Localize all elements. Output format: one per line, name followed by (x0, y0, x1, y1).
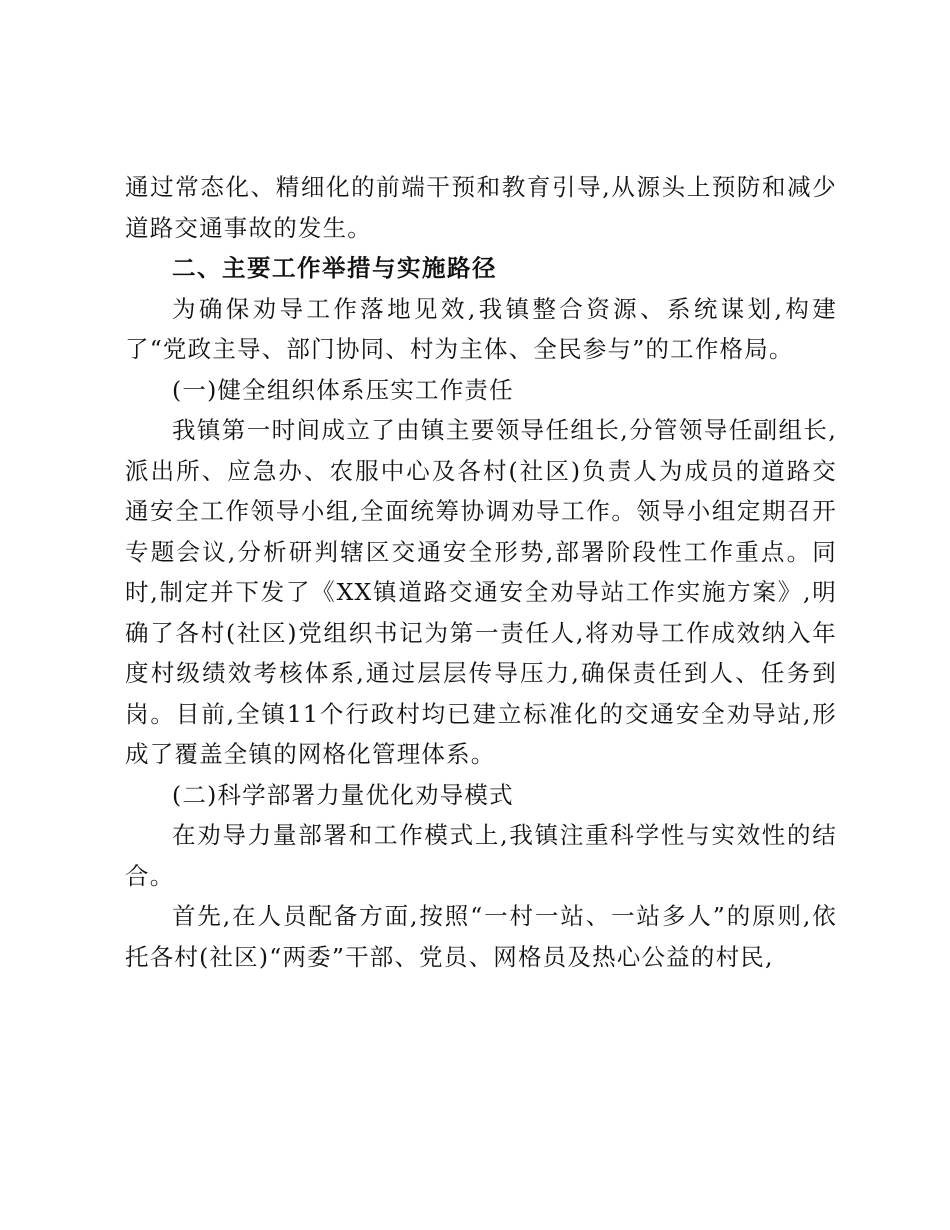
paragraph-intro: 为确保劝导工作落地见效,我镇整合资源、系统谋划,构建了“党政主导、部门协同、村为主体、全民参与”的工作格局。 (125, 294, 837, 363)
paragraph-continuation: 通过常态化、精细化的前端干预和教育引导,从源头上预防和减少道路交通事故的发生。 (125, 173, 837, 242)
section-heading: 二、主要工作举措与实施路径 (172, 254, 497, 282)
subsection-heading-2: (二)科学部署力量优化劝导模式 (172, 780, 514, 809)
paragraph-organization: 我镇第一时间成立了由镇主要领导任组长,分管领导任副组长,派出所、应急办、农服中心及各村(社区)负责人为成员的道路交通安全工作领导小组,全面统筹协调劝导工作。领导小组定期召开专题会议,分析研判辖区交通安全形势,部署阶段性工作重点。同时,制定并下发了《XX镇道路交通安全劝导站工作实施方案》,明确了各村(社区)党组织书记为第一责任人,将劝导工作成效纳入年度村级绩效考核体系,通过层层传导压力,确保责任到人、任务到岗。目前,全镇11个行政村均已建立标准化的交通安全劝导站,形成了覆盖全镇的网格化管理体系。 (125, 416, 837, 768)
paragraph-staffing: 首先,在人员配备方面,按照“一村一站、一站多人”的原则,依托各村(社区)“两委”干部、党员、网格员及热心公益的村民, (125, 902, 837, 971)
document-page (125, 167, 837, 977)
paragraph-deployment: 在劝导力量部署和工作模式上,我镇注重科学性与实效性的结合。 (125, 821, 837, 890)
subsection-heading-1: (一)健全组织体系压实工作责任 (172, 375, 514, 404)
